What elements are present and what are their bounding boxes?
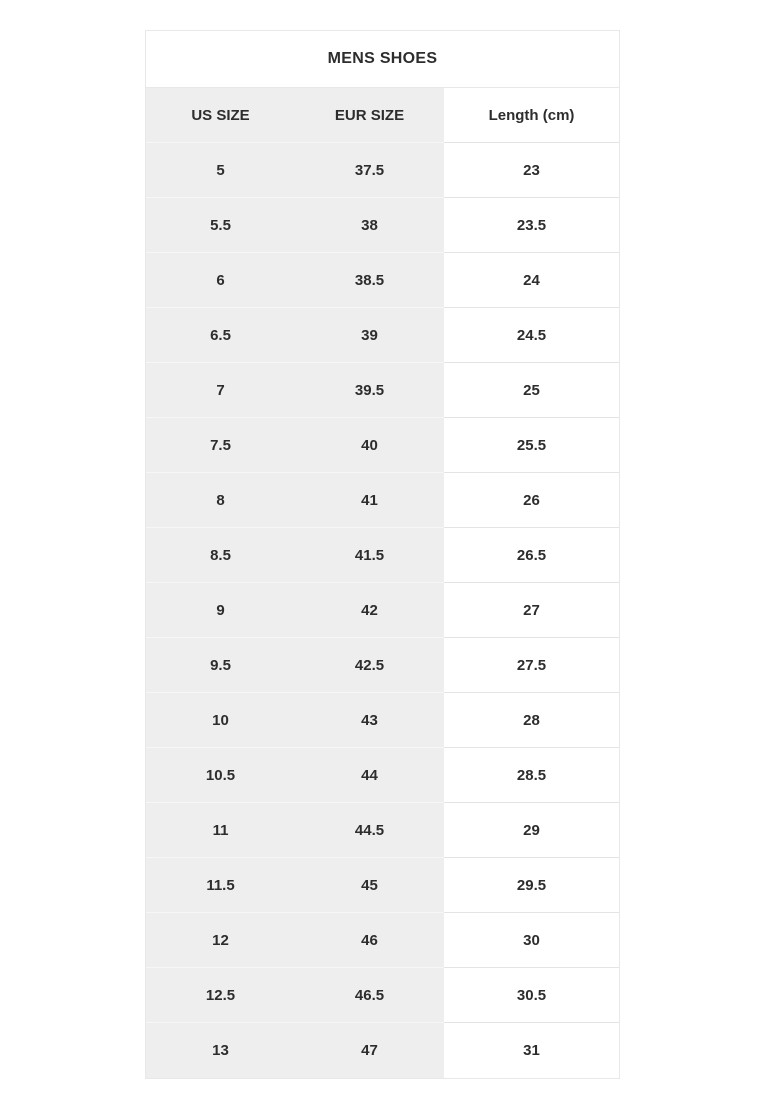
table-cell: 29	[444, 803, 619, 858]
table-cell: 8	[146, 473, 295, 528]
table-cell: 41	[295, 473, 444, 528]
table-cell: 8.5	[146, 528, 295, 583]
table-cell: 23	[444, 143, 619, 198]
table-cell: 41.5	[295, 528, 444, 583]
size-table-body	[146, 143, 619, 1078]
table-cell: 28	[444, 693, 619, 748]
table-cell: 27	[444, 583, 619, 638]
table-cell: 38	[295, 198, 444, 253]
table-cell: 44	[295, 748, 444, 803]
table-cell: 25	[444, 363, 619, 418]
table-cell: 9	[146, 583, 295, 638]
table-cell: 42.5	[295, 638, 444, 693]
column-header-length-cm: Length (cm)	[444, 88, 619, 143]
table-cell: 46	[295, 913, 444, 968]
table-cell: 45	[295, 858, 444, 913]
table-cell: 28.5	[444, 748, 619, 803]
column-header-eur-size: EUR SIZE	[295, 88, 444, 143]
table-cell: 25.5	[444, 418, 619, 473]
table-cell: 10.5	[146, 748, 295, 803]
table-cell: 24.5	[444, 308, 619, 363]
table-cell: 12.5	[146, 968, 295, 1023]
table-cell: 31	[444, 1023, 619, 1078]
table-cell: 26	[444, 473, 619, 528]
column-header-us-size: US SIZE	[146, 88, 295, 143]
table-cell: 5	[146, 143, 295, 198]
table-cell: 47	[295, 1023, 444, 1078]
table-cell: 23.5	[444, 198, 619, 253]
table-cell: 39.5	[295, 363, 444, 418]
table-cell: 7	[146, 363, 295, 418]
table-title-row	[146, 31, 619, 88]
table-cell: 27.5	[444, 638, 619, 693]
size-chart-table	[145, 30, 620, 1079]
table-cell: 30.5	[444, 968, 619, 1023]
table-cell: 38.5	[295, 253, 444, 308]
table-cell: 7.5	[146, 418, 295, 473]
table-cell: 44.5	[295, 803, 444, 858]
table-header-row	[146, 88, 619, 143]
table-title: MENS SHOES	[327, 50, 438, 67]
table-cell: 6.5	[146, 308, 295, 363]
table-cell: 46.5	[295, 968, 444, 1023]
table-cell: 37.5	[295, 143, 444, 198]
table-cell: 42	[295, 583, 444, 638]
table-cell: 39	[295, 308, 444, 363]
table-cell: 40	[295, 418, 444, 473]
table-cell: 26.5	[444, 528, 619, 583]
table-cell: 12	[146, 913, 295, 968]
table-cell: 43	[295, 693, 444, 748]
table-cell: 24	[444, 253, 619, 308]
table-cell: 29.5	[444, 858, 619, 913]
table-cell: 6	[146, 253, 295, 308]
table-cell: 11.5	[146, 858, 295, 913]
table-cell: 10	[146, 693, 295, 748]
table-cell: 9.5	[146, 638, 295, 693]
table-cell: 5.5	[146, 198, 295, 253]
table-cell: 30	[444, 913, 619, 968]
table-cell: 11	[146, 803, 295, 858]
table-cell: 13	[146, 1023, 295, 1078]
